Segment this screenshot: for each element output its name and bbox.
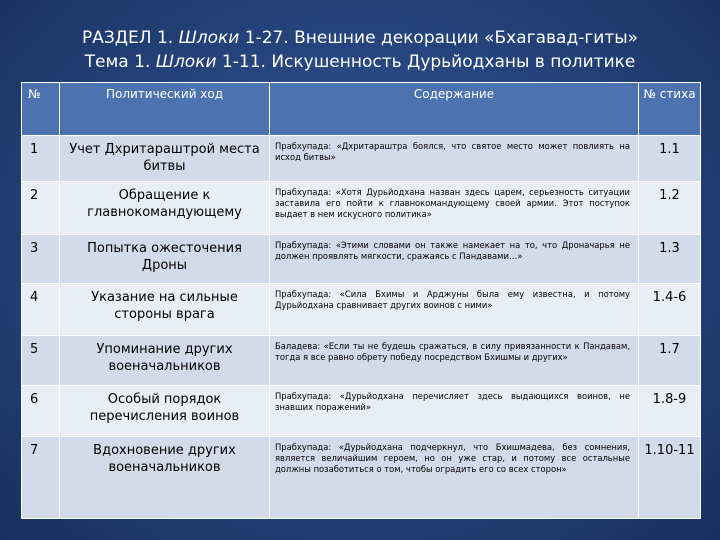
row-number: 2 xyxy=(22,182,60,235)
slide-title xyxy=(0,26,720,74)
row-number: 4 xyxy=(22,284,60,336)
header-verse: № стиха xyxy=(639,83,701,136)
title-line-1: РАЗДЕЛ 1. Шлоки 1-27. Внешние декорации «Бхагавад-гиты» xyxy=(81,28,639,48)
table-row xyxy=(22,284,701,336)
row-content: Прабхупада: «Сила Бхимы и Арджуны была ему известна, и потому Дурьйодхана сравнивает других воинов с ними» xyxy=(270,284,639,336)
row-move: Указание на сильные стороны врага xyxy=(60,284,270,336)
row-number: 1 xyxy=(22,136,60,182)
header-move: Политический ход xyxy=(60,83,270,136)
row-move: Упоминание других военачальников xyxy=(60,336,270,386)
table-header-row xyxy=(22,83,701,136)
row-verse: 1.10-11 xyxy=(639,437,701,519)
row-content: Прабхупада: «Этими словами он также намекает на то, что Дроначарья не должен проявлять мягкости, сражаясь с Пандавами…» xyxy=(270,235,639,284)
row-number: 7 xyxy=(22,437,60,519)
row-move: Вдохновение других военачальников xyxy=(60,437,270,519)
table-row xyxy=(22,386,701,437)
row-content: Прабхупада: «Дурьйодхана подчеркнул, что Бхишмадева, без сомнения, является величайшим героем, но он уже стар, и потому все остальные должны позаботиться о том, чтобы оградить его со всех сторон» xyxy=(270,437,639,519)
row-verse: 1.4-6 xyxy=(639,284,701,336)
title-line-2: Тема 1. Шлоки 1-11. Искушенность Дурьйодханы в политике xyxy=(84,52,636,72)
row-move: Особый порядок перечисления воинов xyxy=(60,386,270,437)
row-verse: 1.7 xyxy=(639,336,701,386)
row-verse: 1.1 xyxy=(639,136,701,182)
header-number: № xyxy=(22,83,60,136)
row-verse: 1.8-9 xyxy=(639,386,701,437)
row-move: Попытка ожесточения Дроны xyxy=(60,235,270,284)
row-content: Прабхупада: «Дхритараштра боялся, что святое место может повлиять на исход битвы» xyxy=(270,136,639,182)
table-row xyxy=(22,235,701,284)
row-content: Прабхупада: «Дурьйодхана перечисляет здесь выдающихся воинов, не знавших поражений» xyxy=(270,386,639,437)
row-number: 6 xyxy=(22,386,60,437)
row-number: 5 xyxy=(22,336,60,386)
row-content: Баладева: «Если ты не будешь сражаться, в силу привязанности к Пандавам, тогда я все равно обрету победу посредством Бхишмы и других» xyxy=(270,336,639,386)
row-content: Прабхупада: «Хотя Дурьйодхана назван здесь царем, серьезность ситуации заставила его пойти к главнокомандующему своей армии. Этот поступок выдает в нем искусного политика» xyxy=(270,182,639,235)
row-move: Обращение к главнокомандующему xyxy=(60,182,270,235)
header-content: Содержание xyxy=(270,83,639,136)
table-row xyxy=(22,136,701,182)
row-number: 3 xyxy=(22,235,60,284)
table-row xyxy=(22,437,701,519)
row-move: Учет Дхритараштрой места битвы xyxy=(60,136,270,182)
table-row xyxy=(22,336,701,386)
politics-table xyxy=(21,82,701,519)
row-verse: 1.2 xyxy=(639,182,701,235)
row-verse: 1.3 xyxy=(639,235,701,284)
table-row xyxy=(22,182,701,235)
